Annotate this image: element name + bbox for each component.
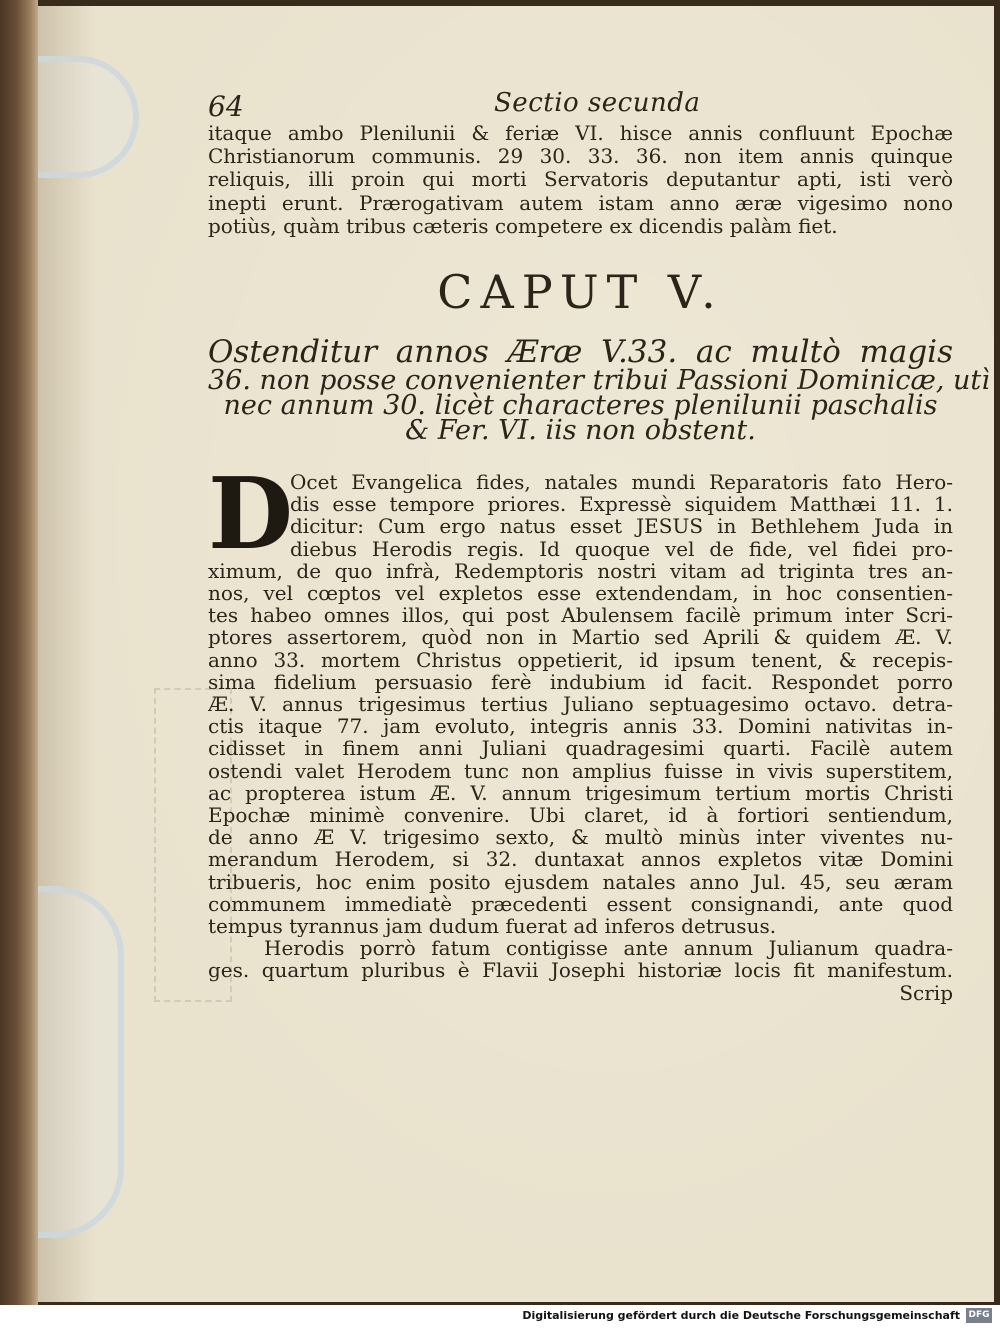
subtitle-line: Ostenditur annos Æræ V.33. ac multò magis	[208, 334, 953, 371]
text-line: ctis itaque 77. jam evoluto, integris annis 33. Domini nativitas in-	[208, 715, 953, 738]
text-line: potiùs, quàm tribus cæteris competere ex dicendis palàm fiet.	[208, 214, 838, 238]
text-line: ac propterea istum Æ. V. annum trigesimum tertium mortis Christi	[208, 781, 953, 805]
drop-cap: D	[208, 457, 293, 573]
body-paragraph	[208, 457, 953, 1004]
page-text	[208, 84, 990, 1004]
text-line: merandum Herodem, si 32. duntaxat annos expletos vitæ Domini	[208, 848, 953, 871]
running-head: Sectio secunda	[494, 88, 701, 118]
text-line: tes habeo omnes illos, qui post Abulensem facilè primum inter Scri-	[208, 604, 953, 627]
text-line: diebus Herodis regis. Id quoque vel de fide, vel fidei pro-	[290, 537, 953, 560]
catchword: Scrip	[899, 981, 953, 1004]
text-line: Æ. V. annus trigesimus tertius Juliano septuagesimo octavo. detra-	[208, 693, 953, 716]
text-line: dicitur: Cum ergo natus esset JESUS in Bethlehem Juda in	[290, 515, 953, 538]
text-line: communem immediatè præcedenti essent consignandi, ante quod	[208, 892, 953, 916]
text-line: Ocet Evangelica fides, natales mundi Reparatoris fato Hero-	[290, 471, 953, 494]
page-number: 64	[208, 90, 244, 123]
funding-credit: Digitalisierung gefördert durch die Deutsche Forschungsgemeinschaft	[522, 1309, 960, 1322]
text-line: Christianorum communis. 29 30. 33. 36. non item annis quinque	[208, 145, 953, 169]
text-line: ximum, de quo infrà, Redemptoris nostri vitam ad triginta tres an-	[208, 559, 953, 583]
text-line: dis esse tempore priores. Expressè siquidem Matthæi 11. 1.	[290, 493, 953, 516]
text-line: Herodis porrò fatum contigisse ante annum Julianum quadra-	[264, 937, 953, 960]
text-line: de anno Æ V. trigesimo sexto, & multò minùs inter viventes nu-	[208, 826, 953, 849]
text-line: tempus tyrannus jam dudum fuerat ad inferos detrusus.	[208, 915, 777, 938]
text-line: inepti erunt. Prærogativam autem istam anno æræ vigesimo nono	[208, 191, 953, 215]
book-binding-edge	[0, 0, 38, 1305]
text-line: itaque ambo Plenilunii & feriæ VI. hisce annis confluunt Epochæ	[208, 122, 953, 145]
text-line: anno 33. mortem Christus oppetierit, id ipsum tenent, & recepis-	[208, 648, 953, 671]
chapter-heading: CAPUT V.	[437, 265, 724, 320]
page-clip-top	[38, 56, 139, 178]
text-line: ges. quartum pluribus è Flavii Josephi historiæ locis fit manifestum.	[208, 959, 953, 982]
chapter-subtitle	[208, 334, 990, 447]
text-line: tribueris, hoc enim posito ejusdem natales anno Jul. 45, seu æram	[208, 870, 953, 893]
dfg-logo: DFG	[966, 1308, 992, 1323]
footer-bar	[0, 1305, 1000, 1328]
text-line: Epochæ minimè convenire. Ubi claret, id à fortiori sentiendum,	[208, 804, 953, 827]
page-clip-bottom	[38, 886, 124, 1238]
subtitle-line: & Fer. VI. iis non obstent.	[405, 415, 756, 447]
subtitle-line: 36. non posse convenienter tribui Passioni Dominicæ, utì	[208, 365, 990, 397]
text-line: cidisset in finem anni Juliani quadragesimi quarti. Facilè autem	[208, 737, 953, 760]
page-header	[208, 84, 953, 122]
text-line: nos, vel cœptos vel expletos esse extendendam, in hoc consentien-	[208, 582, 953, 605]
text-line: ptores assertorem, quòd non in Martio sed Aprili & quidem Æ. V.	[208, 626, 953, 649]
text-line: sima fidelium persuasio ferè indubium id facit. Respondet porro	[208, 670, 953, 694]
top-paragraph	[208, 122, 953, 238]
text-line: reliquis, illi proin qui morti Servatoris deputantur apti, isti verò	[208, 168, 953, 192]
text-line: ostendi valet Herodem tunc non amplius fuisse in vivis superstitem,	[208, 759, 953, 782]
subtitle-line: nec annum 30. licèt characteres plenilunii paschalis	[223, 390, 938, 422]
